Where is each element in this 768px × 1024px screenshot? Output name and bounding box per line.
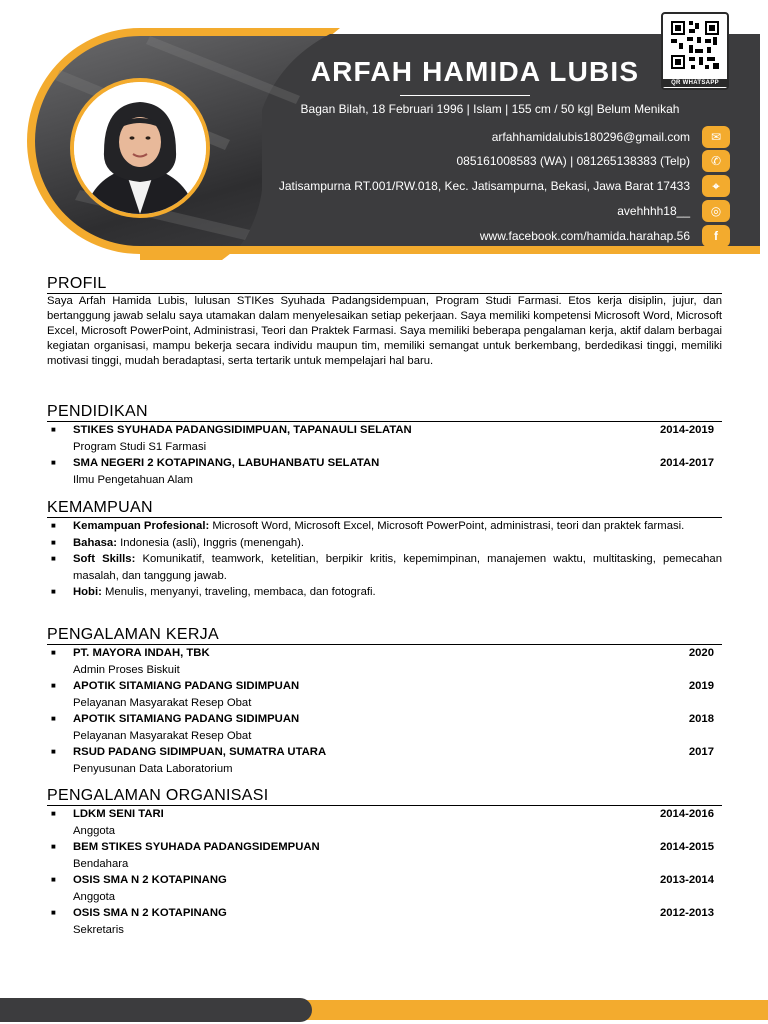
education-institution: STIKES SYUHADA PADANGSIDIMPUAN, TAPANAULI SELATAN xyxy=(73,424,412,436)
address-text: Jatisampurna RT.001/RW.018, Kec. Jatisampurna, Bekasi, Jawa Barat 17433 xyxy=(278,179,690,193)
skill-label: Hobi: xyxy=(73,586,102,598)
work-role: Pelayanan Masyarakat Resep Obat xyxy=(73,729,252,742)
skill-text: Menulis, menyanyi, traveling, membaca, dan fotografi. xyxy=(101,586,376,598)
contact-facebook[interactable] xyxy=(480,225,730,247)
skill-text: Indonesia (asli), Inggris (menengah). xyxy=(116,536,305,549)
qr-code-icon xyxy=(669,19,721,71)
phone-text: 085161008583 (WA) | 081265138383 (Telp) xyxy=(456,154,690,168)
bullet-icon: ■ xyxy=(51,809,56,818)
work-company: PT. MAYORA INDAH, TBK xyxy=(73,647,210,659)
education-item xyxy=(47,422,722,455)
bullet-icon: ■ xyxy=(51,554,56,563)
work-year: 2017 xyxy=(688,746,714,758)
section-title-pengalaman-kerja: PENGALAMAN KERJA xyxy=(47,626,219,643)
work-role: Penyusunan Data Laboratorium xyxy=(73,762,233,775)
organization-name: LDKM SENI TARI xyxy=(73,808,164,820)
organization-section xyxy=(47,787,722,938)
contact-address[interactable] xyxy=(279,175,730,197)
facebook-text: www.facebook.com/hamida.harahap.56 xyxy=(479,229,690,243)
work-item xyxy=(47,711,722,744)
organization-year: 2014-2015 xyxy=(659,841,714,853)
profile-photo xyxy=(70,78,210,218)
work-role: Pelayanan Masyarakat Resep Obat xyxy=(73,696,252,709)
skill-text: Microsoft Word, Microsoft Excel, Microsoft PowerPoint, administrasi, teori dan praktek farmasi. xyxy=(209,520,685,532)
candidate-name: ARFAH HAMIDA LUBIS xyxy=(310,56,640,87)
skill-item xyxy=(47,584,722,601)
bullet-icon: ■ xyxy=(51,521,56,530)
contact-email[interactable] xyxy=(492,126,730,148)
bullet-icon: ■ xyxy=(51,425,56,434)
organization-item xyxy=(47,905,722,938)
education-program: Ilmu Pengetahuan Alam xyxy=(73,473,193,486)
education-section xyxy=(47,403,722,488)
phone-icon: ✆ xyxy=(702,150,730,172)
organization-year: 2013-2014 xyxy=(659,874,714,886)
section-title-profil: PROFIL xyxy=(47,275,107,292)
skill-label: Kemampuan Profesional: xyxy=(73,520,210,532)
education-year: 2014-2017 xyxy=(659,457,714,469)
bullet-icon: ■ xyxy=(51,875,56,884)
organization-role: Anggota xyxy=(73,824,116,837)
section-title-pengalaman-organisasi: PENGALAMAN ORGANISASI xyxy=(47,787,269,804)
organization-name: BEM STIKES SYUHADA PADANGSIDEMPUAN xyxy=(73,841,320,853)
education-institution: SMA NEGERI 2 KOTAPINANG, LABUHANBATU SELATAN xyxy=(73,457,380,469)
organization-role: Sekretaris xyxy=(73,923,124,936)
education-year: 2014-2019 xyxy=(659,424,714,436)
organization-year: 2012-2013 xyxy=(659,907,714,919)
skill-item xyxy=(47,551,722,584)
email-text: arfahhamidalubis180296@gmail.com xyxy=(491,130,690,144)
location-pin-icon: ⌖ xyxy=(702,175,730,197)
qr-label: QR WHATSAPP xyxy=(663,79,727,87)
bullet-icon: ■ xyxy=(51,537,56,547)
skill-label: Bahasa: xyxy=(73,536,117,549)
work-item xyxy=(47,645,722,678)
organization-item xyxy=(47,839,722,872)
work-item xyxy=(47,678,722,711)
personal-details: Bagan Bilah, 18 Februari 1996 | Islam | 155 cm / 50 kg| Belum Menikah xyxy=(300,102,680,116)
skill-label: Soft Skills: xyxy=(73,553,136,565)
bullet-icon: ■ xyxy=(51,908,56,917)
qr-code[interactable] xyxy=(661,12,729,90)
bullet-icon: ■ xyxy=(51,747,56,756)
work-year: 2018 xyxy=(688,713,714,725)
organization-name: OSIS SMA N 2 KOTAPINANG xyxy=(73,874,227,886)
work-company: APOTIK SITAMIANG PADANG SIDIMPUAN xyxy=(73,713,300,725)
skills-section xyxy=(47,499,722,601)
profile-text: Saya Arfah Hamida Lubis, lulusan STIKes Syuhada Padangsidempuan, Program Studi Farmasi. Etos kerja disiplin, jujur, dan bertanggung jawab selalu saya utamakan dalam menyelesaikan setiap pekerjaan. Saya memiliki kompetensi Microsoft Word, Microsoft Excel, Microsoft PowerPoint, Administrasi, Teori dan Praktek Farmasi. Saya memiliki beberapa pengalaman kerja, aktif dalam berbagai kegiatan organisasi, mampu bekerja secara individu maupun tim, memiliki semangat untuk berkembang, berdedikasi tinggi, memiliki motivasi tinggi, mudah beradaptasi, serta tertarik untuk mempelajari hal baru. xyxy=(47,295,722,367)
work-experience-section xyxy=(47,626,722,777)
cv-header xyxy=(0,0,768,262)
name-underline xyxy=(400,95,530,96)
skill-item xyxy=(47,518,722,535)
work-company: APOTIK SITAMIANG PADANG SIDIMPUAN xyxy=(73,680,300,692)
education-item xyxy=(47,455,722,488)
work-company: RSUD PADANG SIDIMPUAN, SUMATRA UTARA xyxy=(73,746,327,758)
education-program: Program Studi S1 Farmasi xyxy=(73,440,207,453)
organization-role: Bendahara xyxy=(73,857,129,870)
organization-item xyxy=(47,872,722,905)
email-icon: ✉ xyxy=(702,126,730,148)
contact-instagram[interactable] xyxy=(617,200,730,222)
work-year: 2020 xyxy=(688,647,714,659)
contact-phone[interactable] xyxy=(456,150,730,172)
organization-item xyxy=(47,806,722,839)
facebook-icon: f xyxy=(702,225,730,247)
footer-decoration xyxy=(0,996,768,1024)
work-item xyxy=(47,744,722,777)
bullet-icon: ■ xyxy=(51,648,56,657)
organization-name: OSIS SMA N 2 KOTAPINANG xyxy=(73,907,227,919)
bullet-icon: ■ xyxy=(51,681,56,690)
bullet-icon: ■ xyxy=(51,458,56,467)
organization-year: 2014-2016 xyxy=(659,808,714,820)
bullet-icon: ■ xyxy=(51,842,56,851)
section-title-pendidikan: PENDIDIKAN xyxy=(47,403,148,420)
work-role: Admin Proses Biskuit xyxy=(73,663,180,676)
bullet-icon: ■ xyxy=(51,587,56,596)
profile-section xyxy=(47,275,722,369)
skill-text: Komunikatif, teamwork, ketelitian, berpikir kritis, kepemimpinan, manajemen waktu, multitasking, pemecahan masalah, dan tanggung jawab. xyxy=(73,553,722,582)
skill-item xyxy=(47,535,722,552)
work-year: 2019 xyxy=(688,680,714,692)
bullet-icon: ■ xyxy=(51,714,56,723)
organization-role: Anggota xyxy=(73,890,116,903)
section-title-kemampuan: KEMAMPUAN xyxy=(47,499,153,516)
instagram-text: avehhhh18__ xyxy=(617,204,690,218)
instagram-icon: ◎ xyxy=(702,200,730,222)
